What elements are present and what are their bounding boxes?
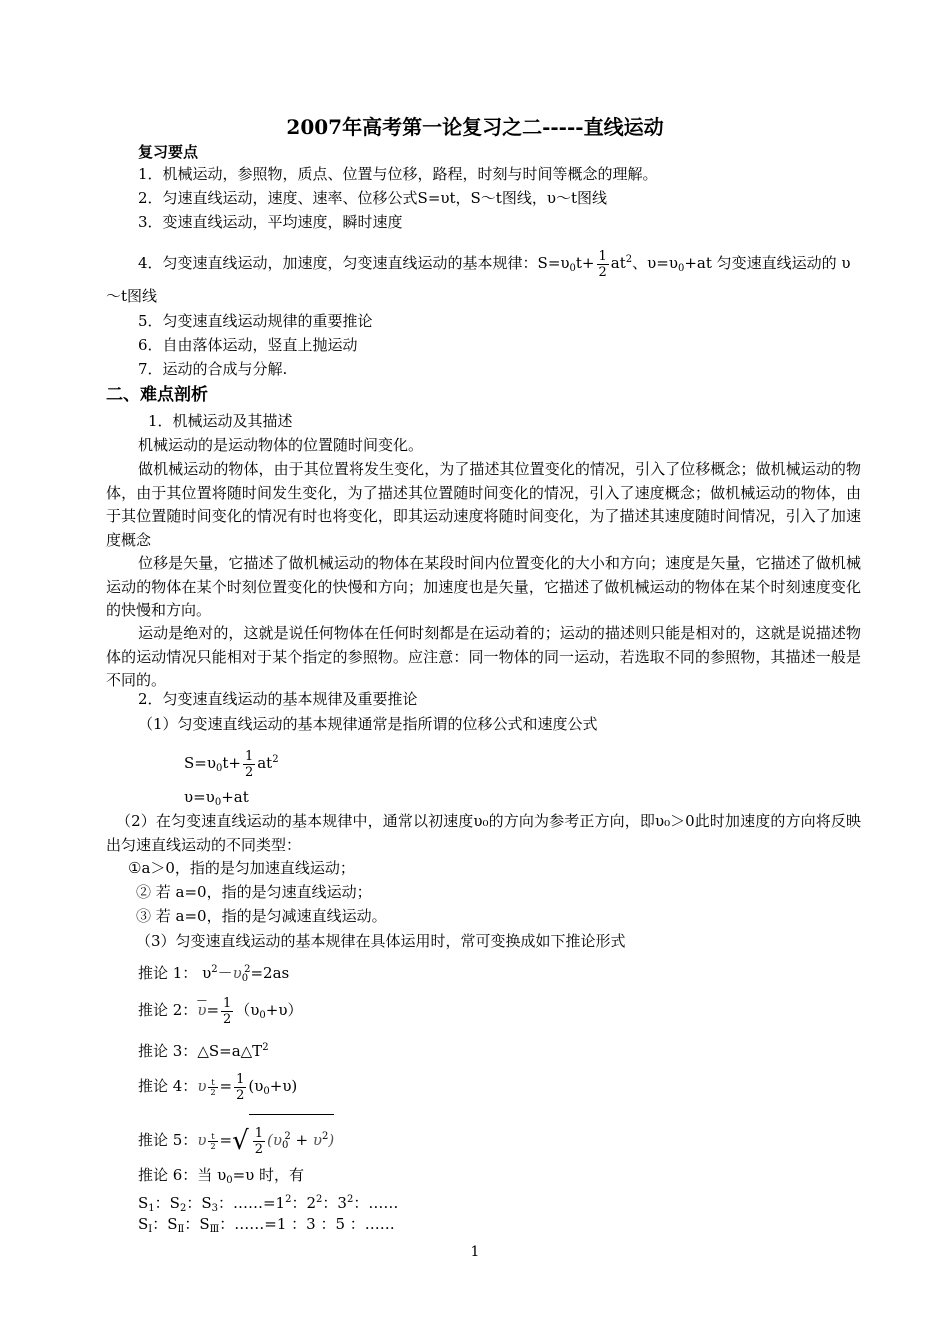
statement-3: （3）匀变速直线运动的基本规律在具体运用时，常可变换成如下推论形式 (136, 932, 626, 950)
formula-displacement: $S=\upsilon_0t+$ $\frac{1}{2}$ $at^2$ (184, 748, 279, 780)
fraction-half-subscript: $\frac{t}{2}$ (210, 1077, 216, 1097)
review-item-6: 6．自由落体运动，竖直上抛运动 (138, 336, 358, 354)
fraction-half: $\frac{1}{2}$ (223, 995, 232, 1027)
case-2: ② 若 a=0，指的是匀速直线运动； (136, 883, 372, 901)
square-root: √ $\frac{1}{2}$ $(\upsilon_0^2 + \upsilon^2)$ (232, 1114, 334, 1168)
case-3: ③ 若 a=0，指的是匀减速直线运动。 (136, 907, 387, 925)
fraction-half: $\frac{1}{2}$ (236, 1071, 245, 1103)
review-item-1: 1．机械运动，参照物，质点、位置与位移，路程，时刻与时间等概念的理解。 (138, 165, 658, 183)
subsection-1-heading: 1．机械运动及其描述 (148, 412, 293, 430)
paragraph-3: 位移是矢量，它描述了做机械运动的物体在某段时间内位置变化的大小和方向；速度是矢量，它描述了做机械运动的物体在某个时刻位置变化的快慢和方向；加速度也是矢量，它描述了做机械运动的物体在某个时刻速度变化的快慢和方向。 (106, 554, 861, 619)
statement-1: （1）匀变速直线运动的基本规律通常是指所谓的位移公式和速度公式 (138, 715, 598, 733)
corollary-6: 推论 6：当 $\upsilon_0=\upsilon$ 时，有 (138, 1166, 305, 1186)
corollary-3: 推论 3：$\triangle S=a\triangle T^2$ (138, 1042, 269, 1060)
corollary-4: 推论 4：υ $\frac{t}{2}$ = $\frac{1}{2}$ $(\upsilon_0+\upsilon)$ (138, 1071, 298, 1103)
page-title: 2007年高考第一论复习之二-----直线运动 (286, 115, 664, 139)
review-item-5: 5．匀变速直线运动规律的重要推论 (138, 312, 373, 330)
paragraph-1: 机械运动的是运动物体的位置随时间变化。 (138, 436, 424, 454)
paragraph-2: 做机械运动的物体，由于其位置将发生变化，为了描述其位置变化的情况，引入了位移概念；做机械运动的物体，由于其位置将随时间发生变化，为了描述其位置随时间变化的情况，引入了速度概念；做机械运动的物体，由于其位置随时间变化的情况有时也将变化，即其运动速度将随时间变化，为了描述其速度随时间情况，引入了加速度概念 (106, 460, 861, 549)
corollary-1: 推论 1： $\upsilon^2-\upsilon_0^2=2as$ (138, 964, 290, 984)
review-item-3: 3．变速直线运动，平均速度，瞬时速度 (138, 213, 403, 231)
formula-velocity: $\upsilon=\upsilon_0+at$ (184, 788, 249, 808)
review-heading: 复习要点 (138, 143, 199, 161)
fraction-half: $\frac{1}{2}$ (244, 748, 254, 780)
ratio-line-1: $S_1$：$S_2$：$S_3$：$\dots\dots=1^2$：$2^2$：$3^2$：…… (138, 1194, 399, 1214)
review-item-4-cont: ～t图线 (106, 287, 158, 305)
fraction-half: $\frac{1}{2}$ (598, 248, 607, 280)
review-item-7: 7．运动的合成与分解. (138, 360, 288, 378)
section-2-heading: 二、难点剖析 (106, 385, 208, 405)
paragraph-4: 运动是绝对的，这就是说任何物体在任何时刻都是在运动着的；运动的描述则只能是相对的，这就是说描述物体的运动情况只能相对于某个指定的参照物。应注意：同一物体的同一运动，若选取不同的参照物，其描述一般是不同的。 (106, 624, 861, 689)
page-number: 1 (470, 1244, 480, 1260)
ratio-line-2: $S_Ⅰ$：$S_Ⅱ$：$S_Ⅲ$：……=1 ：3 ：5 ：…… (138, 1215, 395, 1235)
review-item-2: 2．匀速直线运动，速度、速率、位移公式S=υt，S～t图线，υ～t图线 (138, 189, 607, 207)
corollary-5: 推论 5：υ $\frac{t}{2}$ =√ $\frac{1}{2}$ $(\upsilon_0^2 + \upsilon^2)$ (138, 1114, 334, 1168)
statement-2: （2）在匀变速直线运动的基本规律中，通常以初速度υ₀的方向为参考正方向，即υ₀＞0此时加速度的方向将反映出匀速直线运动的不同类型： (106, 812, 861, 854)
case-1: ①a＞0，指的是匀加速直线运动； (128, 859, 355, 877)
subsection-2-heading: 2．匀变速直线运动的基本规律及重要推论 (138, 690, 418, 708)
review-item-4: 4．匀变速直线运动，加速度，匀变速直线运动的基本规律：$S=\upsilon_0t+$ $\frac{1}{2}$ $at^2$、$\upsilon=\upsilon_0+at$ 匀变速直线运动的 υ (138, 248, 851, 280)
fraction-half-subscript: $\frac{t}{2}$ (210, 1131, 216, 1151)
fraction-half: $\frac{1}{2}$ (254, 1125, 263, 1157)
corollary-2: 推论 2：$\overline{\upsilon}=$ $\frac{1}{2}$ $(\upsilon_0+\upsilon)$ (138, 995, 303, 1027)
